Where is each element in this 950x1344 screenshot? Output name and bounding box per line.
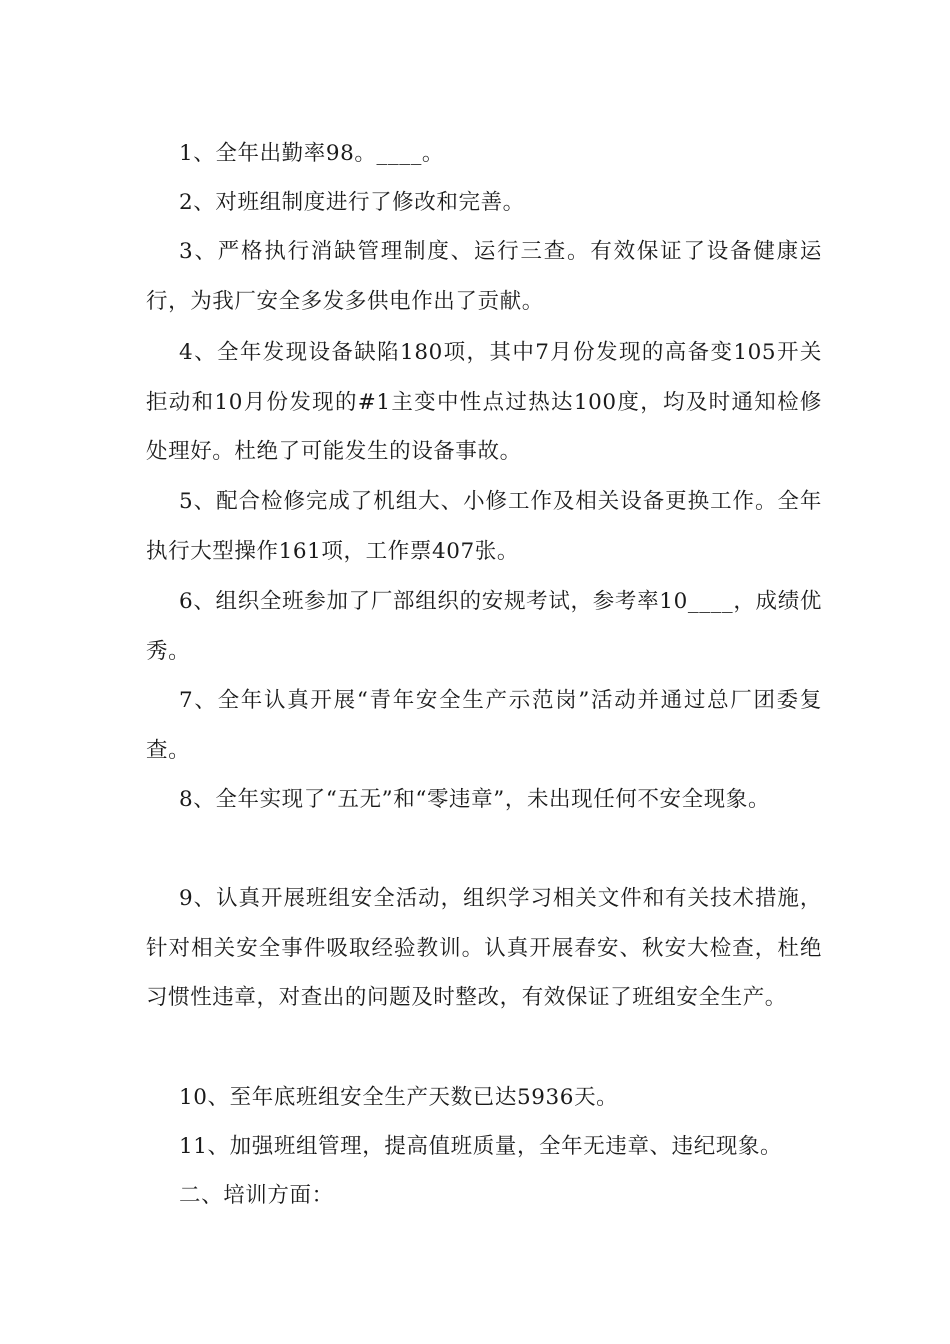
paragraph-11: 11、加强班组管理，提高值班质量，全年无违章、违纪现象。 xyxy=(179,1134,783,1159)
paragraph-7: 7、全年认真开展“青年安全生产示范岗”活动并通过总厂团委复查。 xyxy=(146,688,822,763)
paragraph-1: 1、全年出勤率98。____。 xyxy=(179,141,445,166)
paragraph-3: 3、严格执行消缺管理制度、运行三查。有效保证了设备健康运行，为我厂安全多发多供电作出了贡献。 xyxy=(146,239,822,314)
paragraph-6: 6、组织全班参加了厂部组织的安规考试，参考率10____，成绩优秀。 xyxy=(146,589,822,664)
section-heading-training: 二、培训方面： xyxy=(179,1183,334,1208)
paragraph-10: 10、至年底班组安全生产天数已达5936天。 xyxy=(179,1085,619,1110)
paragraph-4: 4、全年发现设备缺陷180项，其中7月份发现的高备变105开关拒动和10月份发现的#1主变中性点过热达100度，均及时通知检修处理好。杜绝了可能发生的设备事故。 xyxy=(146,340,822,464)
paragraph-5: 5、配合检修完成了机组大、小修工作及相关设备更换工作。全年执行大型操作161项，工作票407张。 xyxy=(146,489,822,564)
paragraph-8: 8、全年实现了“五无”和“零违章”，未出现任何不安全现象。 xyxy=(179,787,771,812)
paragraph-2: 2、对班组制度进行了修改和完善。 xyxy=(179,190,525,215)
paragraph-9: 9、认真开展班组安全活动，组织学习相关文件和有关技术措施，针对相关安全事件吸取经验教训。认真开展春安、秋安大检查，杜绝习惯性违章，对查出的问题及时整改，有效保证了班组安全生产。 xyxy=(146,886,822,1010)
